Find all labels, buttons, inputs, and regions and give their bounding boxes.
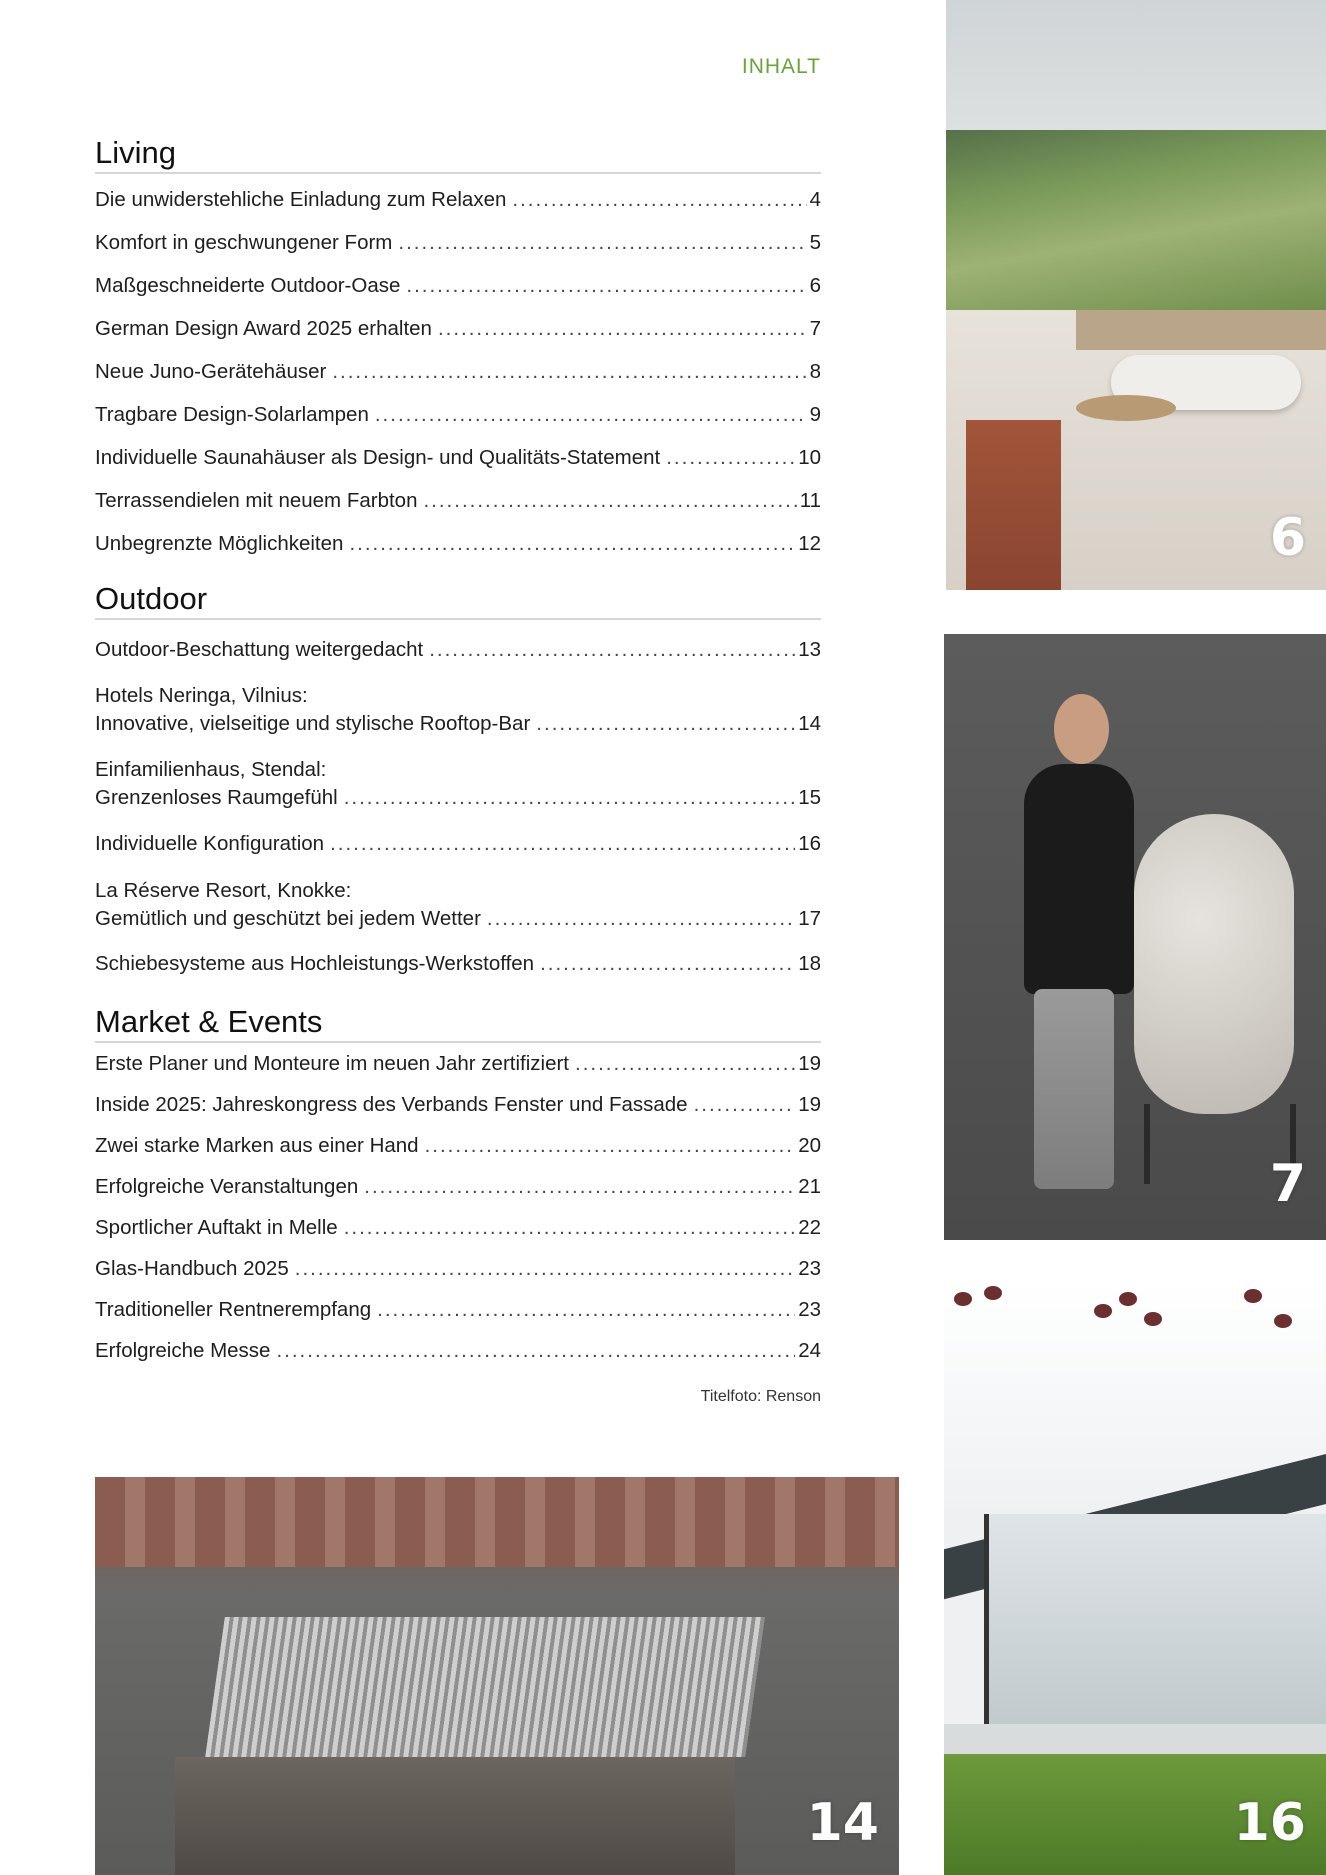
leader-dots bbox=[429, 636, 795, 664]
photo-brick-pillar bbox=[966, 420, 1061, 590]
toc-entry-title: Die unwiderstehliche Einladung zum Relaxen bbox=[95, 188, 507, 211]
photo-page-number: 6 bbox=[1269, 508, 1306, 568]
photo-page-number: 16 bbox=[1233, 1793, 1306, 1853]
toc-entry-title: Individuelle Konfiguration bbox=[95, 832, 325, 855]
toc-entry-title: German Design Award 2025 erhalten bbox=[95, 317, 432, 340]
photo-terrace[interactable] bbox=[946, 0, 1326, 590]
toc-entry-page: 21 bbox=[798, 1175, 821, 1198]
photo-page-number: 14 bbox=[806, 1793, 879, 1853]
toc-entry-title: Erfolgreiche Messe bbox=[95, 1339, 271, 1362]
leader-dots bbox=[330, 830, 795, 858]
toc-entry[interactable] bbox=[95, 1132, 821, 1160]
photo-louvered-roof bbox=[205, 1617, 765, 1757]
toc-entry[interactable] bbox=[95, 1050, 821, 1078]
section-title-living: Living bbox=[95, 134, 821, 174]
toc-entry-title: Komfort in geschwungener Form bbox=[95, 231, 393, 254]
toc-entry[interactable] bbox=[95, 444, 821, 472]
photo-stone-wall bbox=[1076, 310, 1326, 350]
toc-entry-title: Neue Juno-Gerätehäuser bbox=[95, 360, 327, 383]
toc-entry-title: Grenzenloses Raumgefühl bbox=[95, 786, 338, 809]
photo-person-body bbox=[1024, 764, 1134, 994]
leader-dots bbox=[406, 272, 806, 300]
toc-entry-title: Glas-Handbuch 2025 bbox=[95, 1257, 289, 1280]
toc-entry[interactable] bbox=[95, 401, 821, 429]
toc-entry-title: Innovative, vielseitige und stylische Rooftop-Bar bbox=[95, 712, 531, 735]
photo-background-buildings bbox=[95, 1477, 899, 1567]
photo-building bbox=[175, 1757, 735, 1875]
toc-entry-title: Outdoor-Beschattung weitergedacht bbox=[95, 638, 424, 661]
section-label: INHALT bbox=[741, 55, 821, 78]
photo-sky bbox=[946, 0, 1326, 150]
photo-person-head bbox=[1054, 694, 1109, 764]
toc-entry[interactable] bbox=[95, 530, 821, 558]
toc-entry[interactable] bbox=[95, 830, 821, 858]
toc-entry-page: 15 bbox=[798, 786, 821, 809]
toc-entry-title: Terrassendielen mit neuem Farbton bbox=[95, 489, 418, 512]
leader-dots bbox=[536, 710, 795, 738]
toc-entry-title: Zwei starke Marken aus einer Hand bbox=[95, 1134, 419, 1157]
toc-entry[interactable] bbox=[95, 950, 821, 978]
leader-dots bbox=[377, 1296, 795, 1324]
toc-entry-page: 12 bbox=[798, 532, 821, 555]
photo-kamado-grill bbox=[1134, 814, 1294, 1114]
toc-entry-page: 4 bbox=[809, 188, 821, 211]
toc-entry-page: 5 bbox=[809, 231, 821, 254]
toc-entry[interactable] bbox=[95, 682, 821, 738]
photo-credit: Titelfoto: Renson bbox=[700, 1388, 821, 1405]
leader-dots bbox=[295, 1255, 795, 1283]
toc-entry-page: 11 bbox=[799, 489, 821, 512]
toc-entry-page: 19 bbox=[798, 1093, 821, 1116]
leader-dots bbox=[344, 784, 795, 812]
toc-entry-title: Traditioneller Rentnerempfang bbox=[95, 1298, 372, 1321]
toc-entry[interactable] bbox=[95, 756, 821, 812]
leader-dots bbox=[398, 229, 806, 257]
toc-entry-page: 22 bbox=[798, 1216, 821, 1239]
toc-entry-page: 6 bbox=[809, 274, 821, 297]
section-title-outdoor: Outdoor bbox=[95, 580, 821, 620]
leader-dots bbox=[575, 1050, 795, 1078]
toc-entry-page: 17 bbox=[798, 907, 821, 930]
toc-entry-title: Tragbare Design-Solarlampen bbox=[95, 403, 369, 426]
toc-entry[interactable] bbox=[95, 1091, 821, 1119]
section-title-market-events: Market & Events bbox=[95, 1003, 821, 1043]
toc-entry[interactable] bbox=[95, 229, 821, 257]
leader-dots bbox=[349, 530, 795, 558]
toc-entry[interactable] bbox=[95, 636, 821, 664]
toc-entry-location: Hotels Neringa, Vilnius: bbox=[95, 684, 308, 707]
toc-entry-page: 19 bbox=[798, 1052, 821, 1075]
leader-dots bbox=[423, 487, 796, 515]
leader-dots bbox=[438, 315, 807, 343]
photo-page-number: 7 bbox=[1269, 1154, 1306, 1214]
toc-entry-page: 24 bbox=[798, 1339, 821, 1362]
toc-entry[interactable] bbox=[95, 358, 821, 386]
photo-leaves bbox=[944, 1284, 1326, 1344]
leader-dots bbox=[425, 1132, 796, 1160]
toc-entry-page: 16 bbox=[798, 832, 821, 855]
toc-entry[interactable] bbox=[95, 1255, 821, 1283]
toc-entry-title: Sportlicher Auftakt in Melle bbox=[95, 1216, 338, 1239]
toc-entry-title: Erste Planer und Monteure im neuen Jahr zertifiziert bbox=[95, 1052, 570, 1075]
toc-entry[interactable] bbox=[95, 1337, 821, 1365]
toc-entry-title: Unbegrenzte Möglichkeiten bbox=[95, 532, 344, 555]
toc-entry-title: Schiebesysteme aus Hochleistungs-Werkstoffen bbox=[95, 952, 535, 975]
photo-grill[interactable] bbox=[944, 634, 1326, 1240]
leader-dots bbox=[375, 401, 807, 429]
toc-entry-location: La Réserve Resort, Knokke: bbox=[95, 879, 352, 902]
toc-entry[interactable] bbox=[95, 1296, 821, 1324]
toc-entry-page: 23 bbox=[798, 1257, 821, 1280]
leader-dots bbox=[540, 950, 795, 978]
toc-entry[interactable] bbox=[95, 186, 821, 214]
leader-dots bbox=[487, 905, 795, 933]
leader-dots bbox=[666, 444, 795, 472]
toc-entry-page: 7 bbox=[809, 317, 821, 340]
photo-glasshouse[interactable] bbox=[944, 1284, 1326, 1875]
toc-entry-page: 20 bbox=[798, 1134, 821, 1157]
toc-entry[interactable] bbox=[95, 877, 821, 933]
toc-entry-title: Erfolgreiche Veranstaltungen bbox=[95, 1175, 359, 1198]
leader-dots bbox=[276, 1337, 795, 1365]
toc-entry[interactable] bbox=[95, 487, 821, 515]
toc-entry[interactable] bbox=[95, 272, 821, 300]
toc-entry-page: 9 bbox=[809, 403, 821, 426]
toc-entry-page: 14 bbox=[798, 712, 821, 735]
leader-dots bbox=[512, 186, 806, 214]
toc-entry-location: Einfamilienhaus, Stendal: bbox=[95, 758, 327, 781]
toc-entry-title: Inside 2025: Jahreskongress des Verbands Fenster und Fassade bbox=[95, 1093, 688, 1116]
toc-entry-page: 10 bbox=[798, 446, 821, 469]
photo-person-legs bbox=[1034, 989, 1114, 1189]
leader-dots bbox=[332, 358, 806, 386]
leader-dots bbox=[694, 1091, 796, 1119]
toc-entry-title: Maßgeschneiderte Outdoor-Oase bbox=[95, 274, 401, 297]
leader-dots bbox=[364, 1173, 795, 1201]
toc-entry-page: 8 bbox=[809, 360, 821, 383]
photo-rooftop[interactable] bbox=[95, 1477, 899, 1875]
toc-entry-page: 23 bbox=[798, 1298, 821, 1321]
photo-hills bbox=[946, 130, 1326, 320]
toc-entry-title: Individuelle Saunahäuser als Design- und Qualitäts-Statement bbox=[95, 446, 661, 469]
photo-table bbox=[1076, 395, 1176, 421]
toc-entry-page: 18 bbox=[798, 952, 821, 975]
toc-entry-title: Gemütlich und geschützt bei jedem Wetter bbox=[95, 907, 481, 930]
toc-entry[interactable] bbox=[95, 1214, 821, 1242]
toc-entry[interactable] bbox=[95, 315, 821, 343]
leader-dots bbox=[344, 1214, 795, 1242]
photo-glass-walls bbox=[984, 1514, 1326, 1744]
toc-entry[interactable] bbox=[95, 1173, 821, 1201]
toc-entry-page: 13 bbox=[798, 638, 821, 661]
